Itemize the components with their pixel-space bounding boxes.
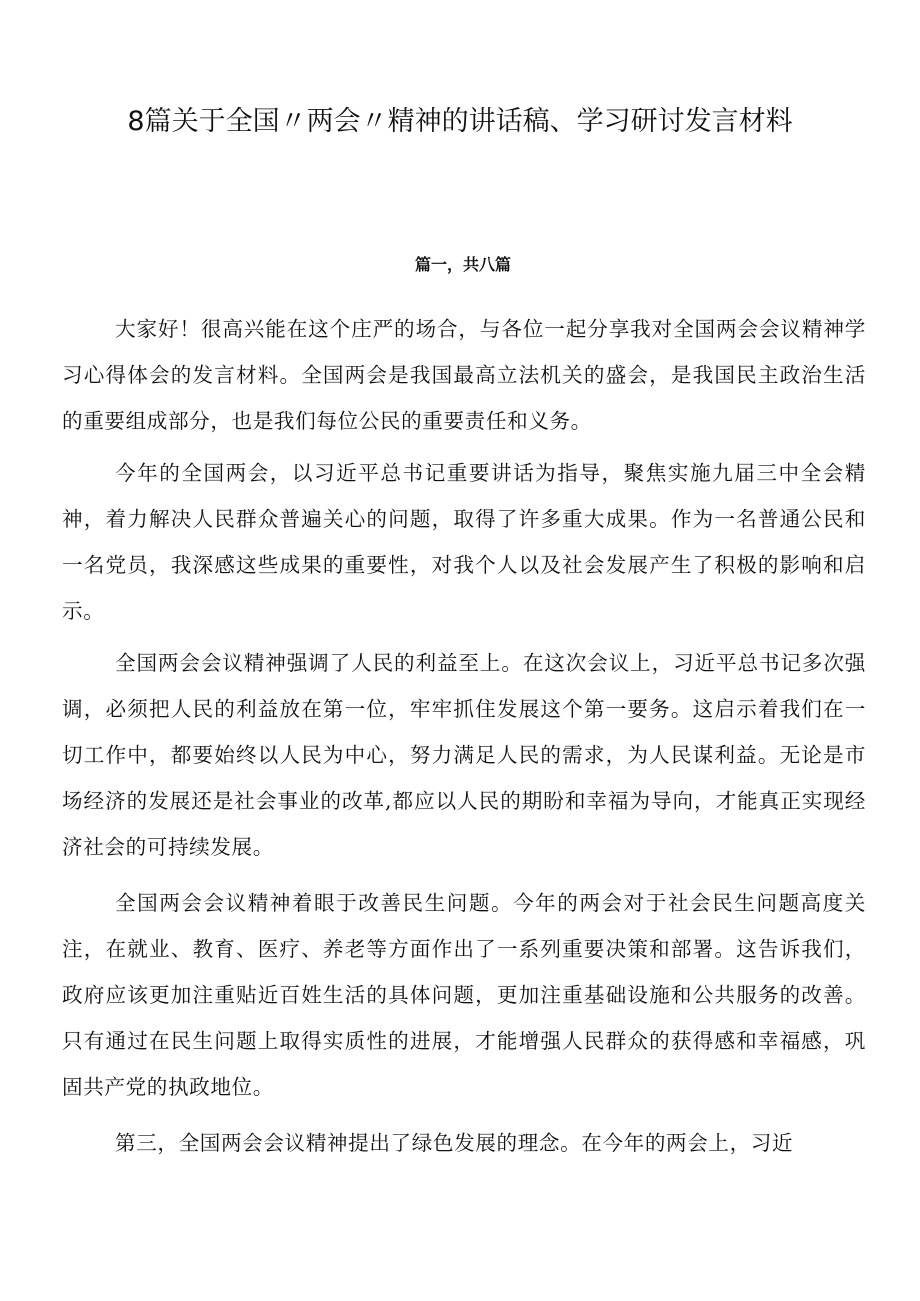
body-paragraph: 今年的全国两会，以习近平总书记重要讲话为指导，聚焦实施九届三中全会精神，着力解决人民群众普遍关心的问题，取得了许多重大成果。作为一名普通公民和一名党员，我深感这些成果的重要性，对我个人以及社会发展产生了积极的影响和启示。: [62, 461, 866, 623]
body-paragraph: 全国两会会议精神着眼于改善民生问题。今年的两会对于社会民生问题高度关注，在就业、教育、医疗、养老等方面作出了一系列重要决策和部署。这告诉我们，政府应该更加注重贴近百姓生活的具体问题，更加注重基础设施和公共服务的改善。只有通过在民生问题上取得实质性的进展，才能增强人民群众的获得感和幸福感，巩固共产党的执政地位。: [62, 891, 866, 1099]
body-paragraph: 第三，全国两会会议精神提出了绿色发展的理念。在今年的两会上，习近: [115, 1131, 794, 1155]
body-paragraph: 大家好！很高兴能在这个庄严的场合，与各位一起分享我对全国两会会议精神学习心得体会的发言材料。全国两会是我国最高立法机关的盛会，是我国民主政治生活的重要组成部分，也是我们每位公民的重要责任和义务。: [62, 317, 866, 433]
document-title: 8篇关于全国〃两会〃精神的讲话稿、学习研讨发言材料: [127, 106, 793, 137]
section-heading: 篇一，共八篇: [414, 255, 511, 274]
body-paragraph: 全国两会会议精神强调了人民的利益至上。在这次会议上，习近平总书记多次强调，必须把人民的利益放在第一位，牢牢抓住发展这个第一要务。这启示着我们在一切工作中，都要始终以人民为中心，努力满足人民的需求，为人民谋利益。无论是市场经济的发展还是社会事业的改革,都应以人民的期盼和幸福为导向，才能真正实现经济社会的可持续发展。: [62, 651, 866, 859]
